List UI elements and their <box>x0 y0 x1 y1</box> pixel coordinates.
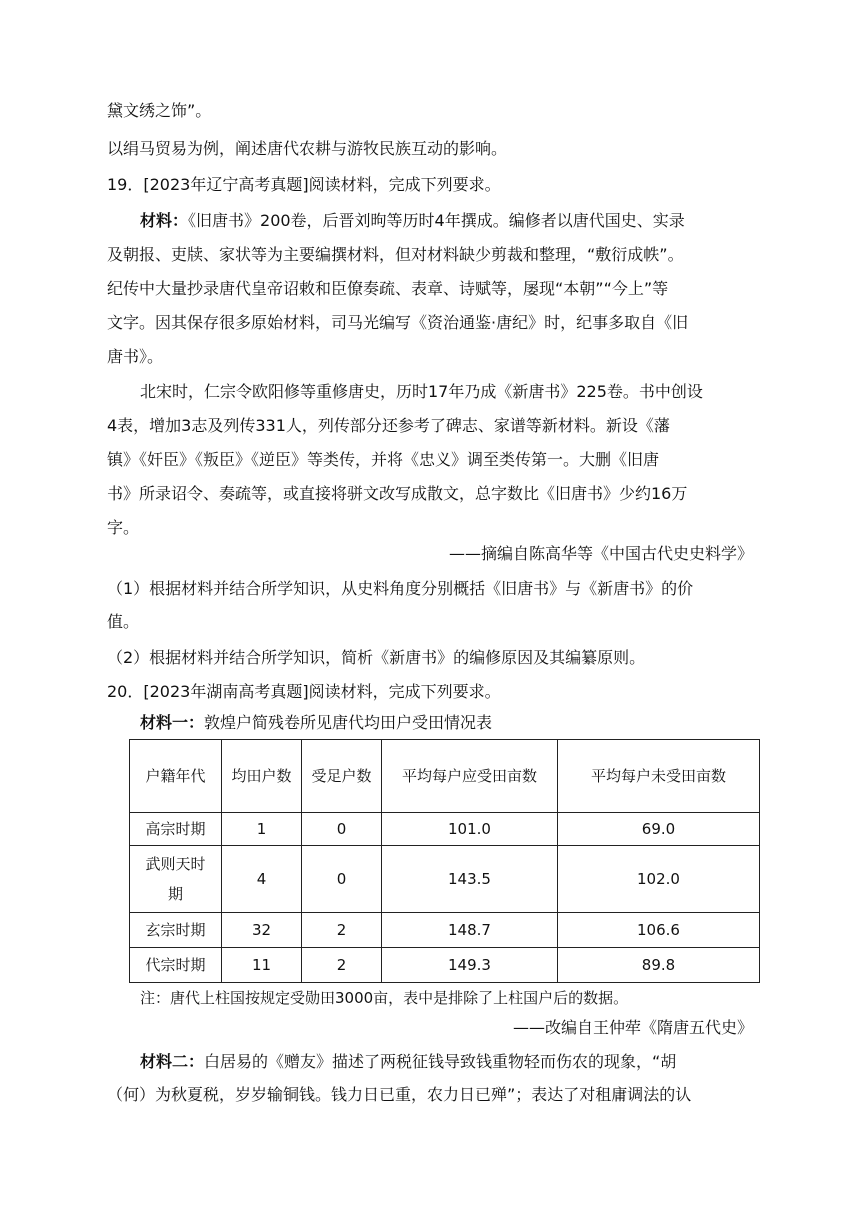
table-row <box>130 948 760 983</box>
table-row <box>130 913 760 948</box>
material-label: 材料二： <box>140 1052 205 1071</box>
material-paragraph <box>140 211 753 231</box>
text-line: 以绢马贸易为例，阐述唐代农耕与游牧民族互动的影响。 <box>107 139 508 158</box>
table-row <box>130 846 760 913</box>
material-paragraph <box>140 1052 753 1072</box>
text-line: 唐书》。 <box>107 347 164 366</box>
material-label: 材料一： <box>140 713 205 732</box>
table-cell: 高宗时期 <box>130 813 222 846</box>
material-label: 材料： <box>140 211 189 230</box>
table-cell: 2 <box>302 948 382 983</box>
table-row <box>130 813 760 846</box>
text-run: 《旧唐书》200卷，后晋刘昫等历时4年撰成。编修者以唐代国史、实录 <box>188 211 685 230</box>
table-header-cell: 均田户数 <box>222 740 302 813</box>
source-citation: ——改编自王仲荦《隋唐五代史》 <box>512 1018 753 1037</box>
text-line: 纪传中大量抄录唐代皇帝诏敕和臣僚奏疏、表章、诗赋等，屡现“本朝”“今上”等 <box>107 279 669 298</box>
table-cell: 代宗时期 <box>130 948 222 983</box>
table-cell: 148.7 <box>382 913 558 948</box>
text-line: 值。 <box>107 612 140 631</box>
question-20-heading: 20．[2023年湖南高考真题]阅读材料，完成下列要求。 <box>107 682 501 701</box>
table-cell: 11 <box>222 948 302 983</box>
table-header-cell: 受足户数 <box>302 740 382 813</box>
text-line: 字。 <box>107 518 140 537</box>
text-line: 黛文绣之饰”。 <box>107 101 212 120</box>
text-line: 及朝报、吏牍、家状等为主要编撰材料，但对材料缺少剪裁和整理，“敷衍成帙”。 <box>107 245 684 264</box>
text-line: 北宋时，仁宗令欧阳修等重修唐史，历时17年乃成《新唐书》225卷。书中创设 <box>140 382 703 401</box>
text-run: 敦煌户简残卷所见唐代均田户受田情况表 <box>204 713 493 732</box>
text-line: （何）为秋夏税，岁岁输铜钱。钱力日已重，农力日已殚”；表达了对租庸调法的认 <box>107 1085 692 1104</box>
text-line: 镇》《奸臣》《叛臣》《逆臣》等类传，并将《忠义》调至类传第一。大删《旧唐 <box>107 450 660 469</box>
table-cell: 149.3 <box>382 948 558 983</box>
table-cell: 2 <box>302 913 382 948</box>
table-cell: 89.8 <box>558 948 760 983</box>
table-header-cell: 户籍年代 <box>130 740 222 813</box>
table-cell: 101.0 <box>382 813 558 846</box>
text-line: 书》所录诏令、奏疏等，或直接将骈文改写成散文，总字数比《旧唐书》少约16万 <box>107 484 688 503</box>
table-cell: 武则天时期 <box>130 846 222 913</box>
table-cell: 102.0 <box>558 846 760 913</box>
text-line: 文字。因其保存很多原始材料，司马光编写《资治通鉴·唐纪》时，纪事多取自《旧 <box>107 313 689 332</box>
subquestion-2: （2）根据材料并结合所学知识，简析《新唐书》的编修原因及其编纂原则。 <box>107 648 646 667</box>
subquestion-1: （1）根据材料并结合所学知识，从史料角度分别概括《旧唐书》与《新唐书》的价 <box>107 579 694 598</box>
table-cell: 玄宗时期 <box>130 913 222 948</box>
table-header-cell: 平均每户未受田亩数 <box>558 740 760 813</box>
table-cell: 106.6 <box>558 913 760 948</box>
table-cell: 0 <box>302 813 382 846</box>
table-cell: 69.0 <box>558 813 760 846</box>
table-cell: 1 <box>222 813 302 846</box>
table-header-row <box>130 740 760 813</box>
land-allocation-table <box>129 739 760 983</box>
table-cell: 4 <box>222 846 302 913</box>
table-note: 注：唐代上柱国按规定受勋田3000亩，表中是排除了上柱国户后的数据。 <box>140 989 629 1007</box>
question-19-heading: 19．[2023年辽宁高考真题]阅读材料，完成下列要求。 <box>107 175 501 194</box>
table-cell: 0 <box>302 846 382 913</box>
table-header-cell: 平均每户应受田亩数 <box>382 740 558 813</box>
text-run: 白居易的《赠友》描述了两税征钱导致钱重物轻而伤农的现象，“胡 <box>204 1052 677 1071</box>
table-cell: 143.5 <box>382 846 558 913</box>
table-cell: 32 <box>222 913 302 948</box>
source-citation: ——摘编自陈高华等《中国古代史史料学》 <box>448 544 753 563</box>
table-caption <box>140 713 753 733</box>
text-line: 4表，增加3志及列传331人，列传部分还参考了碑志、家谱等新材料。新设《藩 <box>107 416 670 435</box>
